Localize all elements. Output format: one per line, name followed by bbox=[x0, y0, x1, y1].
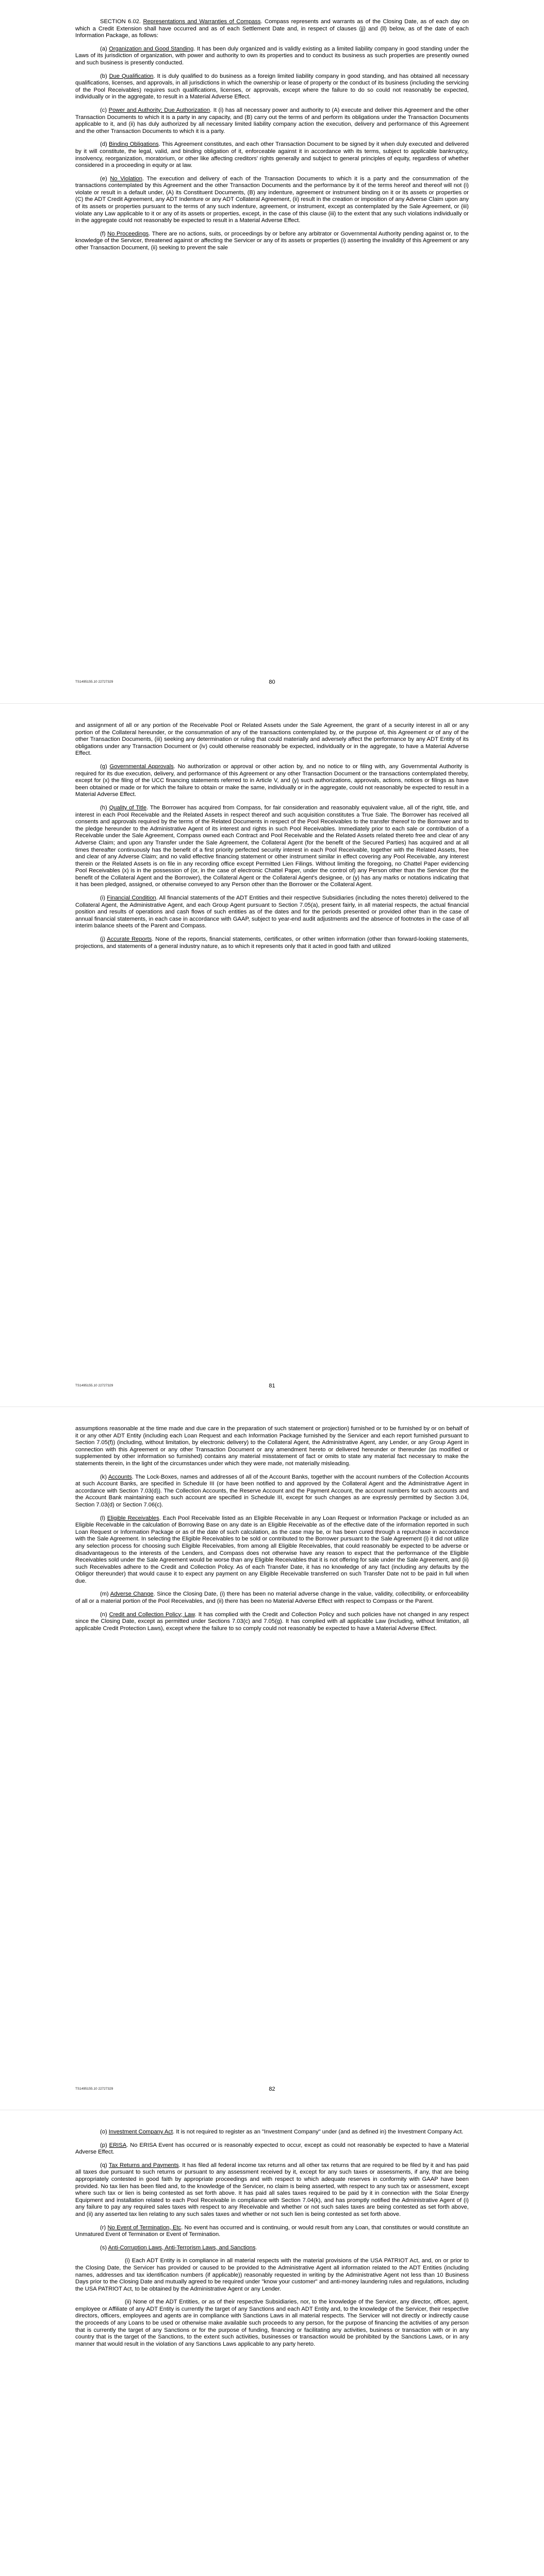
paragraph-text: . It (i) has all necessary power and authority to (A) execute and deliver this Agreement and the other Transaction Documents to which it is a party in any capacity, and (B) carry out the terms of and perform its obligations under the Transaction Documents applicable to it, and (ii) has duly authorized by all necessary limited liability company action the execution, delivery and performance of this Agreement and the other Transaction Documents to which it is a party. bbox=[75, 107, 469, 134]
page-body bbox=[75, 1426, 469, 1638]
paragraph-heading: Accounts bbox=[108, 1473, 132, 1480]
document-id: TS1495155.10 22727329 bbox=[75, 2087, 113, 2091]
paragraph bbox=[75, 46, 469, 67]
document-page bbox=[0, 1406, 544, 2110]
paragraph-text: Each ADT Entity is in compliance in all material respects with the material provisions of the USA PATRIOT Act, and, on or prior to the Closing Date, the Servicer has provided or caused to be provided to the Administrative Agent all information related to the ADT Entities (including names, addresses and tax identification numbers (if applicable)) reasonably requested in writing by the Administrative Agent not less than 10 Business Days prior to the Closing Date and mutually agreed to be required under "know your customer" and anti-money laundering rules and regulations, including the USA PATRIOT Act, to be obtained by the Administrative Agent or any Lender. bbox=[75, 2258, 469, 2292]
paragraph-text: None of the ADT Entities, or as of their respective Subsidiaries, nor, to the knowledge of the Servicer, any director, officer, agent, employee or Affiliate of any ADT Entity is currently the target of any Sanctions and each ADT Entity and, to the knowledge of the Servicer, their respective directors, officers, employees and agents are in compliance with Sanctions Laws in all material respects. The Servicer will not directly or indirectly cause the proceeds of any Loans to be used or otherwise make available such proceeds to any person, for the purpose of financing the activities of any person that is currently the target of any Sanctions or for the purpose of funding, financing or facilitating any activities, business or transaction with or in any country that is the target of the Sanctions, to the extent such activities, businesses or transaction would be prohibited by the Sanctions Laws, or in any manner that would result in the violation of any Sanctions Laws applicable to any party hereto. bbox=[75, 2299, 469, 2347]
paragraph-text: . It has complied with the Credit and Collection Policy and such policies have not changed in any respect since the Closing Date, except as permitted under Sections 7.03(c) and 7.05(g). It has complied with all applicable Law (including, without limitation, all applicable Credit Protection Laws), except where the failure to so comply could not reasonably be expected to have a Material Adverse Effect. bbox=[75, 1611, 469, 1632]
paragraph-heading: Financial Condition bbox=[107, 895, 156, 902]
paragraph-label: (o) bbox=[100, 2129, 109, 2135]
paragraph-heading: ERISA bbox=[109, 2142, 127, 2148]
paragraph-text: . No event has occurred and is continuing, or would result from any Loan, that constitutes or would constitute an Unmatured Event of Termination or Event of Termination. bbox=[75, 2224, 469, 2238]
paragraph bbox=[75, 2225, 469, 2239]
paragraph-heading: Representations and Warranties of Compass bbox=[143, 19, 261, 25]
paragraph bbox=[75, 19, 469, 40]
paragraph-label: (s) bbox=[100, 2244, 108, 2251]
document-page bbox=[0, 0, 544, 703]
document-id: TS1495155.10 22727329 bbox=[75, 680, 113, 684]
paragraph bbox=[75, 73, 469, 101]
paragraph-heading: No Event of Termination, Etc bbox=[107, 2224, 182, 2231]
paragraph-label: (b) bbox=[100, 73, 109, 79]
paragraph bbox=[75, 722, 469, 757]
page-body bbox=[75, 19, 469, 258]
paragraph-label: (i) bbox=[100, 895, 107, 902]
paragraph-heading: Governmental Approvals bbox=[109, 763, 174, 770]
paragraph bbox=[75, 2129, 469, 2136]
page-number: 82 bbox=[269, 2086, 275, 2092]
paragraph bbox=[75, 1591, 469, 1605]
paragraph bbox=[75, 1612, 469, 1633]
paragraph-text: . Each Pool Receivable listed as an Eligible Receivable in any Loan Request or Information Package or included as an Eligible Receivable in the calculation of Borrowing Base on any date is an Eligible Receivable as of the effective date of the information reported in such Loan Request or Information Package or as of the date of such calculation, as the case may be, or has been cured through a repurchase in accordance with the Sale Agreement. In selecting the Eligible Receivables to be sold or contributed to the Borrower pursuant to the Sale Agreement (i) it did not utilize any selection process for choosing such Eligible Receivables, from among all Eligible Receivables, that could reasonably be expected to be adverse or disadvantageous to the interests of the Lenders, and Compass does not otherwise have any reason to expect that the performance of the Eligible Receivables sold under the Sale Agreement would be worse than any Eligible Receivables that it is not offering for sale under the Sale Agreement, and (ii) such Receivables adhere to the Credit and Collection Policy. As of each Transfer Date, it has no knowledge of any fact (including any defaults by the Obligor thereunder) that would cause it to expect any payment on any Eligible Receivable transferred on such Transfer Date not to be paid in full when due. bbox=[75, 1515, 469, 1584]
paragraph-heading: Due Qualification bbox=[109, 73, 154, 79]
page-number: 80 bbox=[269, 679, 275, 685]
paragraph-text: . It is duly qualified to do business as a foreign limited liability company in good standing, and has obtained all necessary qualifications, licenses, and approvals, in all jurisdictions in which the ownership or lease of property or the conduct of its business (including the servicing of the Pool Receivables) requires such qualifications, licenses, or approvals, except where the failure to do so could not reasonably be expected, individually or in the aggregate, to result in a Material Adverse Effect. bbox=[75, 73, 469, 100]
paragraph-label: (m) bbox=[100, 1591, 110, 1598]
document-page bbox=[0, 2110, 544, 2576]
paragraph-heading: Accurate Reports bbox=[107, 936, 152, 943]
paragraph-heading: Power and Authority; Due Authorization bbox=[108, 107, 210, 113]
paragraph-heading: Investment Company Act bbox=[108, 2129, 173, 2135]
paragraph bbox=[75, 141, 469, 169]
paragraph-heading: Adverse Change bbox=[110, 1591, 154, 1598]
paragraph-heading: No Proceedings bbox=[107, 230, 149, 237]
paragraph-text: . Since the Closing Date, (i) there has been no material adverse change in the value, validity, collectibility, or enforceability of all or a material portion of the Pool Receivables, and (ii) there has been no Material Adverse Effect with respect to Compass or the Parent. bbox=[75, 1591, 469, 1605]
paragraph-heading: Binding Obligations bbox=[109, 141, 159, 148]
paragraph-text: . All financial statements of the ADT Entities and their respective Subsidiaries (including the notes thereto) delivered to the Collateral Agent, the Administrative Agent, and each Group Agent pursuant to Section 7.05(a), present fairly, in all material respects, the actual financial position and results of operations and cash flows of such entities as of the dates and for the periods presented or provided other than in the case of annual financial statements, in each case in accordance with GAAP, subject to year-end audit adjustments and the absence of footnotes in the case of all interim balance sheets of the Parent and Compass. bbox=[75, 895, 469, 929]
paragraph-text: . No ERISA Event has occurred or is reasonably expected to occur, except as could not reasonably be expected to have a Material Adverse Effect. bbox=[75, 2142, 469, 2156]
paragraph-label: (j) bbox=[100, 936, 107, 943]
page-body bbox=[75, 2129, 469, 2354]
paragraph-text: . The Borrower has acquired from Compass, for fair consideration and reasonably equivalent value, all of the right, title, and interest in each Pool Receivable and the Related Assets in respect thereof and such acquisition constitutes a True Sale. The Borrower has received all consents and approvals required by the terms of the Related Documents in respect of the Pool Receivables to the transfer thereof to the Borrower and to the pledge hereunder to the Administrative Agent of its interest and rights in such Pool Receivables. Immediately prior to each sale or contribution of a Receivable under the Sale Agreement, Compass owned each Contract and Pool Receivable and the Related Assets related thereto free and clear of any Adverse Claim; and upon any Transfer under the Sale Agreement, the Collateral Agent (for the benefit of the Secured Parties) has acquired and at all times thereafter continuously has the benefit of a first priority perfected security interest in each Pool Receivable, together with the Related Assets, free and clear of any Adverse Claim; and no valid effective financing statement or other instrument similar in effect covering any Pool Receivable, any interest therein or the Related Assets is on file in any recording office except Permitted Lien Filings. Without limiting the foregoing, no Chattel Paper evidencing Pool Receivables (x) is in the possession of (or, in the case of electronic Chattel Paper, under the control of) any Person other than the Servicer (for the benefit of the Collateral Agent and the Borrower), the Collateral Agent or the Collateral Agent's designee, or (y) has any marks or notations indicating that it has been pledged, assigned, or otherwise conveyed to any Person other than the Borrower or the Collateral Agent. bbox=[75, 804, 469, 888]
paragraph bbox=[75, 107, 469, 135]
paragraph-label: (i) bbox=[125, 2258, 132, 2264]
paragraph-label: (q) bbox=[100, 2162, 109, 2168]
paragraph-label: (l) bbox=[100, 1515, 107, 1521]
paragraph bbox=[75, 2299, 469, 2348]
paragraph-label: (p) bbox=[100, 2142, 109, 2148]
paragraph-label: (f) bbox=[100, 230, 108, 237]
paragraph bbox=[75, 764, 469, 799]
paragraph bbox=[75, 1474, 469, 1509]
paragraph-text: . This Agreement constitutes, and each other Transaction Document to be signed by it when duly executed and delivered by it will constitute, the legal, valid, and binding obligation of it, enforceable against it in accordance with its terms, subject to applicable bankruptcy, insolvency, reorganization, moratorium, or other like affecting creditors' rights generally and subject to general principles of equity, regardless of whether considered in a proceeding in equity or at law. bbox=[75, 141, 469, 169]
paragraph-label: (a) bbox=[100, 45, 109, 52]
paragraph-label: (c) bbox=[100, 107, 109, 113]
paragraph-heading: No Violation bbox=[110, 175, 142, 182]
paragraph-text: . bbox=[255, 2244, 257, 2251]
page-body bbox=[75, 722, 469, 956]
paragraph-text: . It has been duly organized and is validly existing as a limited liability company in good standing under the Laws of its jurisdiction of organization, with power and authority to own its properties and to conduct its business as such properties are presently owned and such business is presently conducted. bbox=[75, 45, 469, 66]
paragraph bbox=[75, 1426, 469, 1468]
paragraph-heading: Anti-Corruption Laws, Anti-Terrorism Laws, and Sanctions bbox=[108, 2244, 256, 2251]
paragraph bbox=[75, 805, 469, 889]
paragraph bbox=[75, 2258, 469, 2293]
document-page bbox=[0, 703, 544, 1407]
paragraph-label: (g) bbox=[100, 763, 110, 770]
paragraph-heading: Tax Returns and Payments bbox=[109, 2162, 179, 2168]
page-number: 81 bbox=[269, 1383, 275, 1389]
paragraph-heading: Organization and Good Standing bbox=[109, 45, 194, 52]
paragraph-text: . It has filed all federal income tax returns and all other tax returns that are required to be filed by it and has paid all taxes due pursuant to such returns or pursuant to any assessment received by it, except for any such taxes or assessments, if any, that are being appropriately contested in good faith by appropriate proceedings and with respect to which adequate reserves in conformity with GAAP have been provided. No tax lien has been filed and, to the knowledge of the Servicer, no claim is being asserted, with respect to any such tax or assessment, except where such tax or lien is being contested as set forth above. It has paid all sales taxes required to be paid by it in connection with the Solar Energy Equipment and installation related to each Pool Receivable in compliance with Section 7.04(k), and has promptly notified the Administrative Agent of (i) any failure to pay any required sales taxes with respect to any Receivable and whether or not such sales taxes are being contested as set forth above, and (ii) any asserted tax lien relating to any such sales taxes and whether or not such lien is being contested as set forth above. bbox=[75, 2162, 469, 2217]
paragraph-label: (h) bbox=[100, 804, 109, 811]
paragraph-label: (n) bbox=[100, 1611, 109, 1618]
paragraph-label: (k) bbox=[100, 1473, 108, 1480]
paragraph-heading: Quality of Title bbox=[109, 804, 147, 811]
paragraph-label: SECTION 6.02. bbox=[100, 19, 143, 25]
document-id: TS1495155.10 22727329 bbox=[75, 1384, 113, 1387]
paragraph-text: . The Lock-Boxes, names and addresses of all of the Account Banks, together with the account numbers of the Collection Accounts at such Account Banks, are specified in Schedule III (or have been notified to and approved by the Collateral Agent and the Administrative Agent in accordance with Section 7.03(d)). The Collection Accounts, the Reserve Account and the Payment Account, the account numbers for such accounts and the Account Bank maintaining each such account are specified in Schedule III, except for such changes as are expressly permitted by Section 3.04, Section 7.03(d) or Section 7.06(c). bbox=[75, 1473, 469, 1508]
paragraph-text: . Compass represents and warrants as of the Closing Date, as of each day on which a Credit Extension shall have occurred and as of each Settlement Date and, in respect of clauses (jj) and (ll) below, as of the date of each Information Package, as follows: bbox=[75, 19, 469, 39]
paragraph-label: (e) bbox=[100, 175, 110, 182]
paragraph-text: . It is not required to register as an "Investment Company" under (and as defined in) the Investment Company Act. bbox=[173, 2129, 464, 2135]
paragraph bbox=[75, 231, 469, 252]
paragraph bbox=[75, 2142, 469, 2156]
paragraph-text: . None of the reports, financial statements, certificates, or other written information (other than forward-looking statements, projections, and statements of a general industry nature, as to which it represents only that it acted in good faith and utilized bbox=[75, 936, 469, 950]
paragraph-text: . No authorization or approval or other action by, and no notice to or filing with, any Governmental Authority is required for its due execution, delivery, and performance of this Agreement or any other Transaction Document or the transactions contemplated thereby, except for (x) the filing of the UCC financing statements referred to in Article V, and (y) such authorizations, approvals, actions, notices or filings as have been obtained or made or for which the failure to obtain or make the same, individually or in the aggregate, could not reasonably be expected to result in a Material Adverse Effect. bbox=[75, 763, 469, 798]
paragraph-label: (d) bbox=[100, 141, 109, 148]
paragraph-heading: Eligible Receivables bbox=[107, 1515, 159, 1521]
paragraph-text: . There are no actions, suits, or proceedings by or before any arbitrator or Governmental Authority pending against or, to the knowledge of the Servicer, threatened against or affecting the Servicer or any of its assets or properties (i) asserting the invalidity of this Agreement or any other Transaction Document, (ii) seeking to prevent the sale bbox=[75, 230, 469, 251]
paragraph-heading: Credit and Collection Policy; Law bbox=[109, 1611, 195, 1618]
paragraph-text: assumptions reasonable at the time made and due care in the preparation of such statement or projection) furnished or to be furnished by or on behalf of it or any other ADT Entity (including each Loan Request and each Information Package furnished by the Servicer and each report furnished pursuant to Section 7.05(f)) (including, without limitation, by electronic delivery) to the Collateral Agent, the Administrative Agent, any Lender, or any Group Agent in connection with this Agreement or any other Transaction Document or any amendment hereto or delivered hereunder or thereunder (as modified or supplemented by other information so furnished) contains any material misstatement of fact or omits to state any material fact necessary to make the statements therein, in the light of the circumstances under which they were made, not materially misleading. bbox=[75, 1426, 469, 1467]
paragraph bbox=[75, 176, 469, 225]
paragraph bbox=[75, 895, 469, 930]
paragraph bbox=[75, 2245, 469, 2252]
paragraph-text: and assignment of all or any portion of the Receivable Pool or Related Assets under the Sale Agreement, the grant of a security interest in all or any portion of the Collateral hereunder, or the consummation of any of the transactions contemplated by, or the purpose of, this Agreement or of any of the other Transaction Documents, (iii) seeking any determination or ruling that could materially and adversely affect the performance by any ADT Entity of its obligations under any Transaction Document or (iv) could otherwise reasonably be expected, individually or in the aggregate, to have a Material Adverse Effect. bbox=[75, 722, 469, 757]
paragraph-label: (ii) bbox=[125, 2299, 134, 2306]
paragraph bbox=[75, 936, 469, 950]
paragraph bbox=[75, 2162, 469, 2218]
paragraph-text: . The execution and delivery of each of the Transaction Documents to which it is a party and the consummation of the transactions contemplated by this Agreement and the other Transaction Documents and the performance by it of the terms hereof and thereof will not (i) violate or result in a default under, (A) its Constituent Documents, (B) any indenture, agreement or instrument binding on it or its assets or properties or (C) the ADT Credit Agreement, any ADT Indenture or any ADT Collateral Agreement, (ii) result in the creation or imposition of any Adverse Claim upon any of its assets or properties pursuant to the terms of any such indenture, agreement, or instrument, except as contemplated by the Sale Agreement, or (iii) violate any Law applicable to it or any of its assets or properties, except, in the case of this clause (iii) to the extent that any such violations individually or in the aggregate could not reasonably be expected to result in a Material Adverse Effect. bbox=[75, 175, 469, 224]
paragraph-label: (r) bbox=[100, 2224, 108, 2231]
paragraph bbox=[75, 1515, 469, 1585]
